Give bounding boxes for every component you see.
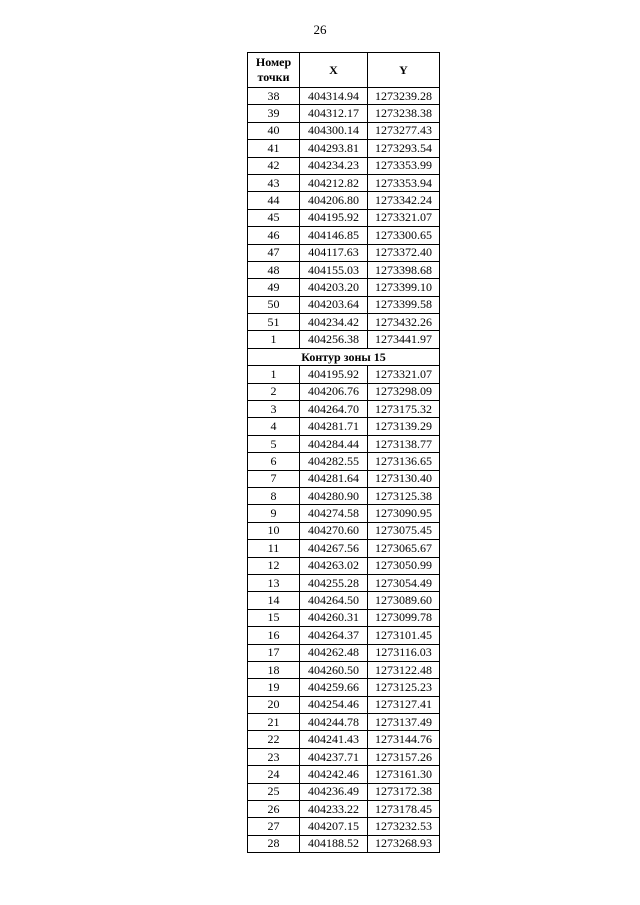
point-number-cell: 18 — [248, 661, 300, 678]
x-cell: 404314.94 — [300, 88, 368, 105]
y-cell: 1273138.77 — [368, 435, 440, 452]
x-cell: 404263.02 — [300, 557, 368, 574]
y-cell: 1273065.67 — [368, 540, 440, 557]
table-row — [248, 122, 440, 139]
y-cell: 1273399.58 — [368, 296, 440, 313]
table-body — [248, 88, 440, 853]
x-cell: 404284.44 — [300, 435, 368, 452]
y-cell: 1273089.60 — [368, 592, 440, 609]
point-number-cell: 26 — [248, 801, 300, 818]
x-cell: 404270.60 — [300, 522, 368, 539]
point-number-cell: 12 — [248, 557, 300, 574]
point-number-cell: 39 — [248, 105, 300, 122]
point-number-cell: 23 — [248, 748, 300, 765]
table-row — [248, 88, 440, 105]
x-cell: 404195.92 — [300, 209, 368, 226]
point-number-cell: 15 — [248, 609, 300, 626]
y-cell: 1273116.03 — [368, 644, 440, 661]
y-cell: 1273398.68 — [368, 261, 440, 278]
y-cell: 1273130.40 — [368, 470, 440, 487]
y-cell: 1273127.41 — [368, 696, 440, 713]
y-cell: 1273144.76 — [368, 731, 440, 748]
table-row — [248, 453, 440, 470]
x-cell: 404203.64 — [300, 296, 368, 313]
y-cell: 1273075.45 — [368, 522, 440, 539]
x-cell: 404206.76 — [300, 383, 368, 400]
point-number-cell: 43 — [248, 174, 300, 191]
point-number-cell: 1 — [248, 366, 300, 383]
point-number-cell: 42 — [248, 157, 300, 174]
y-cell: 1273293.54 — [368, 140, 440, 157]
y-cell: 1273136.65 — [368, 453, 440, 470]
table-row — [248, 801, 440, 818]
point-number-cell: 19 — [248, 679, 300, 696]
x-cell: 404242.46 — [300, 766, 368, 783]
x-cell: 404281.71 — [300, 418, 368, 435]
y-cell: 1273298.09 — [368, 383, 440, 400]
table-row — [248, 679, 440, 696]
table-row — [248, 366, 440, 383]
table-header — [248, 53, 440, 88]
y-cell: 1273239.28 — [368, 88, 440, 105]
x-cell: 404237.71 — [300, 748, 368, 765]
section-row — [248, 348, 440, 365]
table-row — [248, 140, 440, 157]
y-cell: 1273122.48 — [368, 661, 440, 678]
y-cell: 1273441.97 — [368, 331, 440, 348]
y-cell: 1273139.29 — [368, 418, 440, 435]
table-row — [248, 783, 440, 800]
table-row — [248, 401, 440, 418]
point-number-cell: 25 — [248, 783, 300, 800]
page-number: 26 — [313, 22, 327, 37]
point-number-cell: 48 — [248, 261, 300, 278]
table-row — [248, 644, 440, 661]
y-cell: 1273399.10 — [368, 279, 440, 296]
table-row — [248, 244, 440, 261]
table-row — [248, 209, 440, 226]
table-row — [248, 835, 440, 852]
y-cell: 1273232.53 — [368, 818, 440, 835]
table-row — [248, 574, 440, 591]
x-cell: 404280.90 — [300, 487, 368, 504]
table-row — [248, 105, 440, 122]
x-cell: 404282.55 — [300, 453, 368, 470]
table-row — [248, 279, 440, 296]
point-number-cell: 28 — [248, 835, 300, 852]
header-y: Y — [368, 53, 440, 88]
section-title: Контур зоны 15 — [248, 348, 440, 365]
header-row — [248, 53, 440, 88]
point-number-cell: 7 — [248, 470, 300, 487]
y-cell: 1273300.65 — [368, 227, 440, 244]
point-number-cell: 41 — [248, 140, 300, 157]
y-cell: 1273054.49 — [368, 574, 440, 591]
table-row — [248, 383, 440, 400]
point-number-cell: 10 — [248, 522, 300, 539]
point-number-cell: 24 — [248, 766, 300, 783]
y-cell: 1273321.07 — [368, 366, 440, 383]
x-cell: 404236.49 — [300, 783, 368, 800]
table-row — [248, 331, 440, 348]
table-row — [248, 418, 440, 435]
y-cell: 1273172.38 — [368, 783, 440, 800]
x-cell: 404146.85 — [300, 227, 368, 244]
table-row — [248, 227, 440, 244]
table-row — [248, 470, 440, 487]
y-cell: 1273175.32 — [368, 401, 440, 418]
point-number-cell: 1 — [248, 331, 300, 348]
point-number-cell: 16 — [248, 627, 300, 644]
table-row — [248, 627, 440, 644]
table-row — [248, 714, 440, 731]
table-row — [248, 696, 440, 713]
y-cell: 1273353.99 — [368, 157, 440, 174]
x-cell: 404206.80 — [300, 192, 368, 209]
point-number-cell: 3 — [248, 401, 300, 418]
x-cell: 404254.46 — [300, 696, 368, 713]
x-cell: 404312.17 — [300, 105, 368, 122]
table-row — [248, 192, 440, 209]
point-number-cell: 6 — [248, 453, 300, 470]
x-cell: 404117.63 — [300, 244, 368, 261]
table-row — [248, 314, 440, 331]
point-number-cell: 27 — [248, 818, 300, 835]
y-cell: 1273321.07 — [368, 209, 440, 226]
point-number-cell: 46 — [248, 227, 300, 244]
y-cell: 1273125.23 — [368, 679, 440, 696]
y-cell: 1273372.40 — [368, 244, 440, 261]
y-cell: 1273178.45 — [368, 801, 440, 818]
x-cell: 404264.70 — [300, 401, 368, 418]
y-cell: 1273268.93 — [368, 835, 440, 852]
y-cell: 1273238.38 — [368, 105, 440, 122]
point-number-cell: 47 — [248, 244, 300, 261]
y-cell: 1273125.38 — [368, 487, 440, 504]
table-row — [248, 522, 440, 539]
table-row — [248, 766, 440, 783]
point-number-cell: 8 — [248, 487, 300, 504]
x-cell: 404195.92 — [300, 366, 368, 383]
y-cell: 1273137.49 — [368, 714, 440, 731]
table-row — [248, 731, 440, 748]
table-row — [248, 157, 440, 174]
x-cell: 404293.81 — [300, 140, 368, 157]
table-row — [248, 487, 440, 504]
point-number-cell: 21 — [248, 714, 300, 731]
point-number-cell: 40 — [248, 122, 300, 139]
y-cell: 1273342.24 — [368, 192, 440, 209]
x-cell: 404267.56 — [300, 540, 368, 557]
x-cell: 404259.66 — [300, 679, 368, 696]
x-cell: 404256.38 — [300, 331, 368, 348]
x-cell: 404281.64 — [300, 470, 368, 487]
point-number-cell: 22 — [248, 731, 300, 748]
point-number-cell: 50 — [248, 296, 300, 313]
point-number-cell: 5 — [248, 435, 300, 452]
x-cell: 404234.23 — [300, 157, 368, 174]
x-cell: 404188.52 — [300, 835, 368, 852]
x-cell: 404262.48 — [300, 644, 368, 661]
table-row — [248, 505, 440, 522]
point-number-cell: 49 — [248, 279, 300, 296]
table-row — [248, 748, 440, 765]
point-number-cell: 13 — [248, 574, 300, 591]
y-cell: 1273101.45 — [368, 627, 440, 644]
x-cell: 404264.50 — [300, 592, 368, 609]
x-cell: 404274.58 — [300, 505, 368, 522]
table-row — [248, 540, 440, 557]
y-cell: 1273353.94 — [368, 174, 440, 191]
point-number-cell: 44 — [248, 192, 300, 209]
y-cell: 1273432.26 — [368, 314, 440, 331]
x-cell: 404260.50 — [300, 661, 368, 678]
y-cell: 1273099.78 — [368, 609, 440, 626]
x-cell: 404241.43 — [300, 731, 368, 748]
point-number-cell: 45 — [248, 209, 300, 226]
y-cell: 1273157.26 — [368, 748, 440, 765]
y-cell: 1273277.43 — [368, 122, 440, 139]
x-cell: 404155.03 — [300, 261, 368, 278]
point-number-cell: 9 — [248, 505, 300, 522]
point-number-cell: 4 — [248, 418, 300, 435]
table-row — [248, 435, 440, 452]
point-number-cell: 17 — [248, 644, 300, 661]
header-x: X — [300, 53, 368, 88]
point-number-cell: 20 — [248, 696, 300, 713]
table-row — [248, 592, 440, 609]
table-row — [248, 296, 440, 313]
coordinates-table — [247, 52, 440, 853]
table-row — [248, 818, 440, 835]
x-cell: 404234.42 — [300, 314, 368, 331]
point-number-cell: 38 — [248, 88, 300, 105]
x-cell: 404212.82 — [300, 174, 368, 191]
point-number-cell: 14 — [248, 592, 300, 609]
point-number-cell: 51 — [248, 314, 300, 331]
y-cell: 1273161.30 — [368, 766, 440, 783]
y-cell: 1273090.95 — [368, 505, 440, 522]
table-row — [248, 609, 440, 626]
x-cell: 404264.37 — [300, 627, 368, 644]
x-cell: 404300.14 — [300, 122, 368, 139]
x-cell: 404207.15 — [300, 818, 368, 835]
table-row — [248, 661, 440, 678]
table-row — [248, 174, 440, 191]
table-row — [248, 261, 440, 278]
header-point-number: Номер точки — [248, 53, 300, 88]
x-cell: 404260.31 — [300, 609, 368, 626]
x-cell: 404255.28 — [300, 574, 368, 591]
table-row — [248, 557, 440, 574]
point-number-cell: 2 — [248, 383, 300, 400]
x-cell: 404233.22 — [300, 801, 368, 818]
x-cell: 404244.78 — [300, 714, 368, 731]
y-cell: 1273050.99 — [368, 557, 440, 574]
x-cell: 404203.20 — [300, 279, 368, 296]
point-number-cell: 11 — [248, 540, 300, 557]
